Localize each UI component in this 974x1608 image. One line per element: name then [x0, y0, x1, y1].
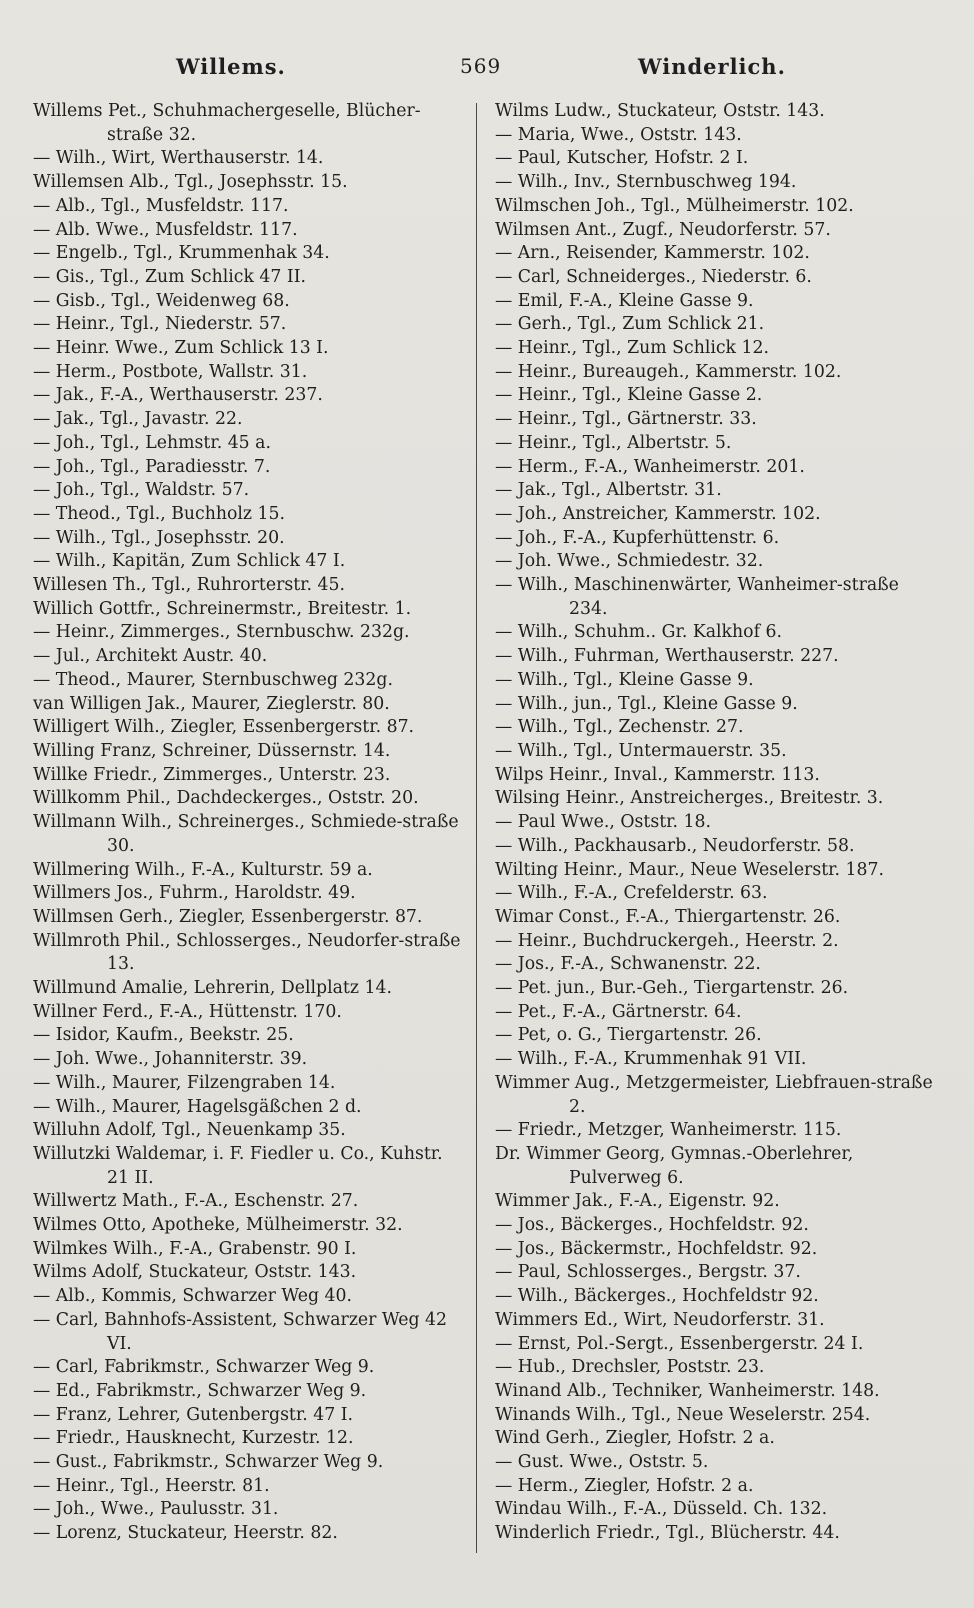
directory-entry: Wimar Const., F.-A., Thiergartenstr. 26. [495, 906, 841, 927]
directory-entry: Wilms Ludw., Stuckateur, Oststr. 143. [495, 101, 825, 121]
directory-entry: Windau Wilh., F.-A., Düsseld. Ch. 132. [495, 1499, 828, 1520]
directory-entry: Willmering Wilh., F.-A., Kulturstr. 59 a. [33, 859, 373, 880]
directory-entry: Willems Pet., Schuhmachergeselle, Blücher-straße 32. [33, 101, 421, 145]
directory-entry: Willigert Wilh., Ziegler, Essenbergerstr. 87. [33, 717, 415, 738]
directory-entry: — Heinr. Wwe., Zum Schlick 13 I. [33, 338, 329, 359]
directory-entry: Wilmschen Joh., Tgl., Mülheimerstr. 102. [495, 195, 854, 216]
directory-entry: — Wilh., Tgl., Zechenstr. 27. [495, 717, 744, 738]
directory-entry: Winands Wilh., Tgl., Neue Weselerstr. 254. [495, 1404, 871, 1425]
directory-entry: — Alb. Wwe., Musfeldstr. 117. [33, 219, 298, 240]
directory-entry: Willmsen Gerh., Ziegler, Essenbergerstr. 87. [33, 906, 423, 927]
directory-entry: — Carl, Fabrikmstr., Schwarzer Weg 9. [33, 1357, 375, 1378]
directory-entry: — Wilh., Inv., Sternbuschweg 194. [495, 172, 797, 193]
header-right-keyword: Winderlich. [638, 54, 786, 79]
directory-entry: — Jak., Tgl., Javastr. 22. [33, 409, 243, 430]
directory-entry: — Paul, Kutscher, Hofstr. 2 I. [495, 148, 749, 169]
directory-entry: — Joh., Tgl., Lehmstr. 45 a. [33, 432, 271, 453]
directory-entry: — Wilh., Kapitän, Zum Schlick 47 I. [33, 551, 346, 572]
directory-entry: Willutzki Waldemar, i. F. Fiedler u. Co., Kuhstr. 21 II. [33, 1143, 443, 1188]
directory-entry: — Jos., F.-A., Schwanenstr. 22. [495, 954, 761, 975]
directory-entry: Wilmsen Ant., Zugf., Neudorferstr. 57. [495, 219, 831, 240]
directory-entry: — Ernst, Pol.-Sergt., Essenbergerstr. 24 I. [495, 1333, 864, 1354]
directory-entry: Winand Alb., Techniker, Wanheimerstr. 148. [495, 1380, 880, 1401]
directory-entry: — Engelb., Tgl., Krummenhak 34. [33, 243, 330, 264]
directory-entry: — Wilh., Maschinenwärter, Wanheimer-straße 234. [495, 575, 899, 619]
directory-entry: — Paul, Schlosserges., Bergstr. 37. [495, 1262, 801, 1283]
directory-entry: Winderlich Friedr., Tgl., Blücherstr. 44. [495, 1523, 840, 1544]
directory-entry: — Wilh., Packhausarb., Neudorferstr. 58. [495, 835, 855, 856]
directory-entry: — Wilh., Maurer, Hagelsgäßchen 2 d. [33, 1096, 362, 1117]
directory-entry: — Carl, Bahnhofs-Assistent, Schwarzer Weg 42 VI. [33, 1309, 448, 1354]
directory-entry: — Herm., Postbote, Wallstr. 31. [33, 361, 308, 382]
directory-entry: — Gust. Wwe., Oststr. 5. [495, 1452, 709, 1473]
directory-entry: — Joh. Wwe., Johanniterstr. 39. [33, 1049, 308, 1070]
directory-entry: — Wilh., Wirt, Werthauserstr. 14. [33, 148, 324, 169]
directory-entry: — Jak., Tgl., Albertstr. 31. [495, 480, 722, 501]
page-number: 569 [460, 54, 502, 78]
directory-entry: — Jul., Architekt Austr. 40. [33, 646, 268, 667]
directory-entry: Wilsing Heinr., Anstreicherges., Breitestr. 3. [495, 788, 884, 809]
directory-entry: Willich Gottfr., Schreinermstr., Breitestr. 1. [33, 598, 412, 619]
directory-entry: Willmann Wilh., Schreinerges., Schmiede-straße 30. [33, 812, 459, 856]
directory-entry: — Hub., Drechsler, Poststr. 23. [495, 1357, 765, 1378]
directory-entry: — Alb., Tgl., Musfeldstr. 117. [33, 195, 289, 216]
directory-entry: — Franz, Lehrer, Gutenbergstr. 47 I. [33, 1404, 354, 1425]
directory-entry: — Theod., Tgl., Buchholz 15. [33, 503, 285, 524]
directory-entry: — Arn., Reisender, Kammerstr. 102. [495, 243, 810, 264]
directory-entry: Willing Franz, Schreiner, Düssernstr. 14. [33, 740, 391, 761]
directory-entry: Willmund Amalie, Lehrerin, Dellplatz 14. [33, 978, 392, 999]
directory-entry: — Heinr., Zimmerges., Sternbuschw. 232g. [33, 622, 410, 643]
directory-entry: van Willigen Jak., Maurer, Zieglerstr. 80. [33, 693, 390, 714]
directory-entry: — Gerh., Tgl., Zum Schlick 21. [495, 314, 765, 335]
directory-entry: — Heinr., Tgl., Zum Schlick 12. [495, 338, 770, 359]
column-divider [476, 103, 477, 1553]
directory-entry: — Heinr., Tgl., Albertstr. 5. [495, 432, 732, 453]
directory-entry: Willmers Jos., Fuhrm., Haroldstr. 49. [33, 883, 356, 904]
directory-entry: — Paul Wwe., Oststr. 18. [495, 812, 711, 833]
directory-entry: — Pet. jun., Bur.-Geh., Tiergartenstr. 26. [495, 978, 849, 999]
directory-entry: — Heinr., Buchdruckergeh., Heerstr. 2. [495, 930, 839, 951]
directory-entry: Wilting Heinr., Maur., Neue Weselerstr. 187. [495, 859, 884, 880]
directory-entry: — Heinr., Bureaugeh., Kammerstr. 102. [495, 361, 842, 382]
directory-entry: — Gust., Fabrikmstr., Schwarzer Weg 9. [33, 1452, 384, 1473]
directory-entry: — Heinr., Tgl., Heerstr. 81. [33, 1475, 270, 1496]
directory-entry: Wilmkes Wilh., F.-A., Grabenstr. 90 I. [33, 1238, 357, 1259]
directory-entry: — Friedr., Hausknecht, Kurzestr. 12. [33, 1428, 354, 1449]
directory-entry: — Jak., F.-A., Werthauserstr. 237. [33, 385, 323, 406]
directory-entry: — Emil, F.-A., Kleine Gasse 9. [495, 290, 754, 311]
directory-entry: Wind Gerh., Ziegler, Hofstr. 2 a. [495, 1428, 775, 1449]
directory-entry: Willner Ferd., F.-A., Hüttenstr. 170. [33, 1001, 342, 1022]
directory-entry: — Joh., Wwe., Paulusstr. 31. [33, 1499, 279, 1520]
directory-entry: — Joh. Wwe., Schmiedestr. 32. [495, 551, 764, 572]
directory-entry: — Pet, o. G., Tiergartenstr. 26. [495, 1025, 762, 1046]
directory-entry: Dr. Wimmer Georg, Gymnas.-Oberlehrer, Pulverweg 6. [495, 1143, 854, 1188]
directory-entry: — Wilh., Fuhrman, Werthauserstr. 227. [495, 646, 839, 667]
directory-entry: — Wilh., Tgl., Josephsstr. 20. [33, 527, 285, 548]
directory-entry: Wilps Heinr., Inval., Kammerstr. 113. [495, 764, 820, 785]
directory-entry: Willemsen Alb., Tgl., Josephsstr. 15. [33, 172, 348, 193]
directory-entry: — Alb., Kommis, Schwarzer Weg 40. [33, 1286, 353, 1307]
directory-entry: — Gisb., Tgl., Weidenweg 68. [33, 290, 290, 311]
directory-entry: — Lorenz, Stuckateur, Heerstr. 82. [33, 1523, 338, 1544]
directory-entry: — Ed., Fabrikmstr., Schwarzer Weg 9. [33, 1380, 367, 1401]
directory-entry: — Heinr., Tgl., Gärtnerstr. 33. [495, 409, 757, 430]
directory-entry: — Jos., Bäckerges., Hochfeldstr. 92. [495, 1215, 809, 1236]
directory-entry: — Wilh., Tgl., Untermauerstr. 35. [495, 740, 787, 761]
directory-entry: — Wilh., Bäckerges., Hochfeldstr 92. [495, 1286, 819, 1307]
directory-entry: Wimmer Jak., F.-A., Eigenstr. 92. [495, 1191, 780, 1212]
directory-entry: Willwertz Math., F.-A., Eschenstr. 27. [33, 1191, 359, 1212]
directory-entry: Wimmer Aug., Metzgermeister, Liebfrauen-straße 2. [495, 1072, 933, 1117]
directory-entry: — Wilh., Maurer, Filzengraben 14. [33, 1072, 336, 1093]
directory-entry: — Pet., F.-A., Gärtnerstr. 64. [495, 1001, 742, 1022]
right-column [495, 100, 935, 1546]
directory-entry: — Theod., Maurer, Sternbuschweg 232g. [33, 669, 393, 690]
directory-entry: Willke Friedr., Zimmerges., Unterstr. 23. [33, 764, 391, 785]
directory-entry: Wimmers Ed., Wirt, Neudorferstr. 31. [495, 1309, 825, 1330]
page-header [0, 54, 974, 90]
header-left-keyword: Willems. [176, 54, 286, 79]
directory-entry: — Joh., Tgl., Paradiesstr. 7. [33, 456, 271, 477]
directory-entry: Willuhn Adolf, Tgl., Neuenkamp 35. [33, 1120, 346, 1141]
directory-entry: — Heinr., Tgl., Niederstr. 57. [33, 314, 287, 335]
directory-entry: — Maria, Wwe., Oststr. 143. [495, 124, 742, 145]
directory-entry: Willmroth Phil., Schlosserges., Neudorfer-straße 13. [33, 930, 461, 975]
directory-entry: Willkomm Phil., Dachdeckerges., Oststr. 20. [33, 788, 419, 809]
directory-entry: — Carl, Schneiderges., Niederstr. 6. [495, 266, 812, 287]
left-column [33, 100, 465, 1546]
directory-entry: — Wilh., F.-A., Crefelderstr. 63. [495, 883, 768, 904]
directory-entry: — Isidor, Kaufm., Beekstr. 25. [33, 1025, 294, 1046]
directory-entry: — Herm., F.-A., Wanheimerstr. 201. [495, 456, 805, 477]
directory-entry: — Friedr., Metzger, Wanheimerstr. 115. [495, 1120, 842, 1141]
directory-entry: — Gis., Tgl., Zum Schlick 47 II. [33, 266, 307, 287]
directory-entry: — Joh., Anstreicher, Kammerstr. 102. [495, 503, 821, 524]
directory-entry: Willesen Th., Tgl., Ruhrorterstr. 45. [33, 575, 345, 596]
directory-entry: — Wilh., Schuhm.. Gr. Kalkhof 6. [495, 622, 782, 643]
directory-entry: — Wilh., jun., Tgl., Kleine Gasse 9. [495, 693, 798, 714]
directory-entry: — Wilh., F.-A., Krummenhak 91 VII. [495, 1049, 807, 1070]
directory-entry: — Wilh., Tgl., Kleine Gasse 9. [495, 669, 754, 690]
directory-entry: Wilmes Otto, Apotheke, Mülheimerstr. 32. [33, 1215, 403, 1236]
directory-entry: — Joh., Tgl., Waldstr. 57. [33, 480, 250, 501]
directory-entry: — Joh., F.-A., Kupferhüttenstr. 6. [495, 527, 780, 548]
directory-entry: Wilms Adolf, Stuckateur, Oststr. 143. [33, 1262, 357, 1283]
directory-entry: — Jos., Bäckermstr., Hochfeldstr. 92. [495, 1238, 818, 1259]
directory-entry: — Herm., Ziegler, Hofstr. 2 a. [495, 1475, 754, 1496]
directory-entry: — Heinr., Tgl., Kleine Gasse 2. [495, 385, 763, 406]
